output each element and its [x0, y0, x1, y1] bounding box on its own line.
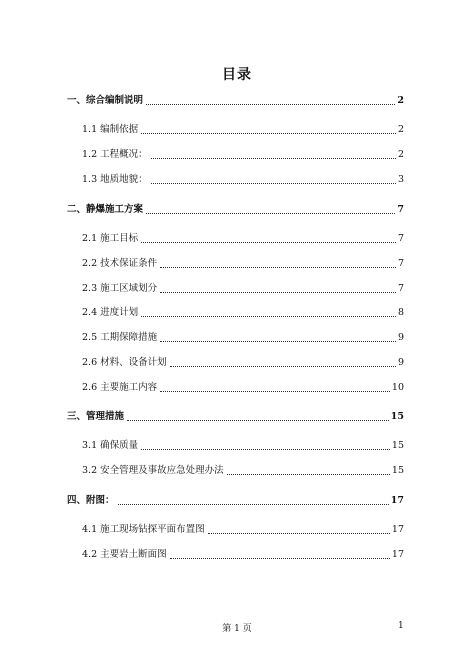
toc-page-number: 2: [397, 149, 404, 160]
footer-page-number: 1: [398, 621, 404, 631]
toc-dot-leader: [118, 504, 389, 505]
toc-entry-section-1[interactable]: [67, 94, 404, 108]
toc-entry-2-4[interactable]: [82, 306, 404, 320]
toc-entry-label: 二、静爆施工方案: [67, 204, 144, 215]
toc-dot-leader: [160, 267, 396, 268]
toc-entry-1-3[interactable]: [82, 173, 404, 187]
toc-dot-leader: [141, 449, 390, 450]
toc-entry-label: 4.2 主要岩土断面图: [82, 549, 167, 560]
toc-page-number: 9: [397, 332, 404, 343]
toc-dot-leader: [208, 533, 390, 534]
toc-page-number: 8: [397, 307, 404, 318]
toc-dot-leader: [151, 183, 396, 184]
toc-entry-label: 1.2 工程概况：: [82, 149, 148, 160]
toc-entry-label: 3.1 确保质量: [82, 440, 139, 451]
toc-entry-label: 2.1 施工目标: [82, 233, 139, 244]
toc-entry-4-1[interactable]: [82, 523, 404, 537]
toc-dot-leader: [146, 104, 395, 105]
toc-dot-leader: [160, 391, 390, 392]
toc-entry-1-2[interactable]: [82, 148, 404, 162]
toc-dot-leader: [170, 366, 396, 367]
toc-entry-3-2[interactable]: [82, 464, 404, 478]
toc-entry-label: 2.4 进度计划: [82, 307, 139, 318]
toc-entry-label: 三、管理措施: [67, 411, 125, 422]
toc-page-number: 3: [397, 174, 404, 185]
toc-page-number: 7: [397, 258, 404, 269]
toc-entry-2-5[interactable]: [82, 331, 404, 345]
toc-entry-2-6-materials[interactable]: [82, 356, 404, 370]
toc-page-number: 7: [397, 204, 404, 215]
toc-entry-2-1[interactable]: [82, 232, 404, 246]
toc-dot-leader: [141, 242, 396, 243]
toc-entry-3-1[interactable]: [82, 439, 404, 453]
toc-entry-2-2[interactable]: [82, 257, 404, 271]
toc-page-number: 17: [391, 549, 404, 560]
toc-page-number: 10: [391, 382, 404, 393]
toc-page-number: 15: [390, 411, 404, 422]
toc-entry-label: 4.1 施工现场钻探平面布置图: [82, 524, 205, 535]
toc-dot-leader: [151, 158, 396, 159]
toc-entry-label: 一、综合编制说明: [67, 95, 144, 106]
toc-dot-leader: [127, 420, 389, 421]
toc-page-number: 7: [397, 233, 404, 244]
toc-entry-2-6-construction[interactable]: [82, 381, 404, 395]
toc-dot-leader: [141, 316, 396, 317]
toc-page-number: 2: [397, 95, 404, 106]
footer-page-label: 第 1 页: [222, 624, 252, 634]
toc-page-number: 17: [391, 524, 404, 535]
toc-entry-label: 3.2 安全管理及事故应急处理办法: [82, 465, 224, 476]
toc-entry-label: 2.5 工期保障措施: [82, 332, 158, 343]
toc-entry-label: 1.1 编制依据: [82, 124, 139, 135]
toc-entry-label: 2.6 主要施工内容: [82, 382, 158, 393]
toc-entry-label: 四、附图：: [67, 495, 115, 506]
toc-entry-section-4[interactable]: [67, 494, 404, 508]
toc-dot-leader: [141, 133, 396, 134]
toc-entry-1-1[interactable]: [82, 123, 404, 137]
page-title: 目录: [222, 67, 252, 83]
toc-page-number: 9: [397, 357, 404, 368]
toc-dot-leader: [170, 558, 390, 559]
toc-entry-section-3[interactable]: [67, 410, 404, 424]
toc-entry-section-2[interactable]: [67, 203, 404, 217]
toc-page-number: 15: [391, 440, 404, 451]
toc-page-number: 2: [397, 124, 404, 135]
toc-entry-label: 2.2 技术保证条件: [82, 258, 158, 269]
toc-page-number: 17: [390, 495, 404, 506]
toc-entry-label: 2.6 材料、设备计划: [82, 357, 167, 368]
toc-page-number: 7: [397, 283, 404, 294]
toc-dot-leader: [146, 213, 395, 214]
toc-dot-leader: [227, 474, 390, 475]
toc-entry-2-3[interactable]: [82, 282, 404, 296]
toc-dot-leader: [160, 292, 396, 293]
toc-entry-4-2[interactable]: [82, 548, 404, 562]
toc-entry-label: 2.3 施工区域划分: [82, 283, 158, 294]
toc-page-number: 15: [391, 465, 404, 476]
toc-entry-label: 1.3 地质地貌：: [82, 174, 148, 185]
toc-dot-leader: [160, 341, 396, 342]
